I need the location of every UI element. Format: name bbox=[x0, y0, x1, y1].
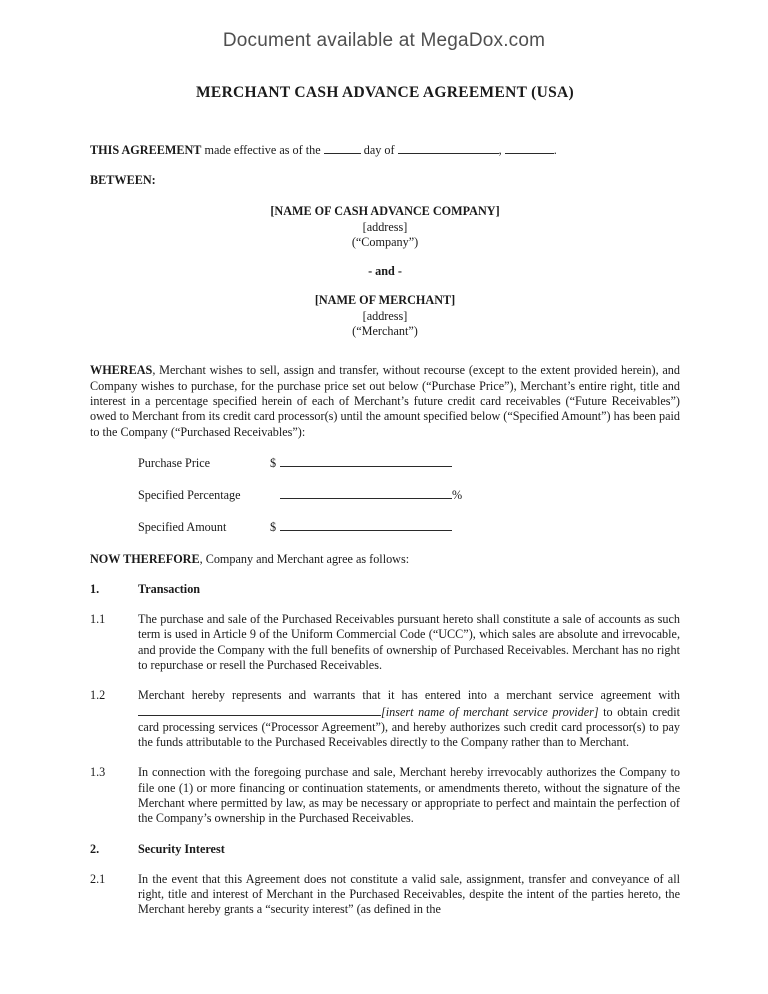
clause-1-3 bbox=[90, 765, 680, 826]
whereas-label: WHEREAS bbox=[90, 363, 153, 378]
month-blank[interactable] bbox=[398, 142, 499, 154]
section-heading-1 bbox=[90, 582, 680, 597]
clause-text-after: to obtain credit card processing services (“Processor Agreement”), and hereby authorizes such credit card processor(s) to pay the funds attributable to the Purchased Receivables directly to the Company rather than to Merchant. bbox=[138, 704, 680, 750]
watermark-header: Document available at MegaDox.com bbox=[222, 30, 546, 51]
agreement-intro-line bbox=[90, 142, 680, 158]
section-title: Security Interest bbox=[138, 841, 225, 856]
clause-1-2 bbox=[90, 688, 680, 750]
merchant-address: [address] bbox=[362, 308, 408, 323]
specified-percentage-input[interactable] bbox=[280, 487, 452, 499]
terms-fields bbox=[90, 455, 680, 536]
field-specified-percentage bbox=[90, 487, 680, 503]
between-label: BETWEEN: bbox=[90, 173, 156, 188]
specified-amount-input[interactable] bbox=[280, 519, 452, 531]
section-number: 2. bbox=[90, 841, 100, 856]
clause-number: 1.2 bbox=[90, 688, 106, 703]
field-prefix: $ bbox=[270, 520, 277, 535]
field-label: Specified Percentage bbox=[138, 488, 241, 503]
intro-text-3: , bbox=[498, 143, 505, 157]
field-label: Specified Amount bbox=[138, 520, 227, 535]
field-suffix: % bbox=[452, 488, 463, 503]
field-specified-amount bbox=[90, 519, 680, 535]
clause-number: 1.3 bbox=[90, 765, 106, 780]
document-body bbox=[90, 84, 680, 933]
merchant-defined-term: (“Merchant”) bbox=[352, 324, 418, 339]
section-number: 1. bbox=[90, 582, 100, 597]
clause-text: In connection with the foregoing purchase and sale, Merchant hereby irrevocably authorizes the Company to file one (1) or more financing or continuation statements, or amendments thereto, without the signature of the Merchant where permitted by law, as may be necessary or appropriate to perfect and maintain the perfection of the Company’s ownership in the Purchased Receivables. bbox=[138, 765, 680, 826]
parties-block bbox=[90, 204, 680, 339]
purchase-price-input[interactable] bbox=[280, 455, 452, 467]
clause-number: 1.1 bbox=[90, 612, 106, 627]
company-defined-term: (“Company”) bbox=[351, 234, 419, 249]
intro-text-1: made effective as of the bbox=[201, 143, 324, 157]
clause-text: In the event that this Agreement does not constitute a valid sale, assignment, transfer and conveyance of all right, title and interest of Merchant in the Purchased Receivables, despite the intent of the parties hereto, the Merchant hereby grants a “security interest” (as defined in the bbox=[138, 871, 680, 917]
company-name: [NAME OF CASH ADVANCE COMPANY] bbox=[270, 204, 500, 219]
this-agreement-label: THIS AGREEMENT bbox=[90, 143, 202, 157]
now-therefore-line bbox=[90, 552, 680, 567]
clause-number: 2.1 bbox=[90, 871, 106, 886]
whereas-recital bbox=[90, 363, 680, 439]
day-blank[interactable] bbox=[324, 142, 361, 154]
field-label: Purchase Price bbox=[138, 455, 211, 470]
section-title: Transaction bbox=[138, 582, 201, 597]
page-title: MERCHANT CASH ADVANCE AGREEMENT (USA) bbox=[196, 84, 574, 101]
field-prefix: $ bbox=[270, 455, 277, 470]
merchant-service-provider-input[interactable] bbox=[138, 704, 381, 716]
company-address: [address] bbox=[362, 219, 408, 234]
merchant-service-provider-note: [insert name of merchant service provider] bbox=[381, 704, 599, 719]
field-purchase-price bbox=[90, 455, 680, 471]
intro-text-4: . bbox=[553, 143, 557, 157]
now-therefore-label: NOW THEREFORE bbox=[90, 551, 200, 566]
year-blank[interactable] bbox=[505, 142, 554, 154]
parties-separator: - and - bbox=[368, 264, 402, 279]
now-therefore-text: , Company and Merchant agree as follows: bbox=[199, 551, 410, 566]
clause-text-before: Merchant hereby represents and warrants that it has entered into a merchant service agreement with bbox=[138, 688, 680, 703]
merchant-name: [NAME OF MERCHANT] bbox=[314, 293, 456, 308]
clause-text: The purchase and sale of the Purchased Receivables pursuant hereto shall constitute a sale of accounts as such term is used in Article 9 of the Uniform Commercial Code (“UCC”), which sales are absolute and irrevocable, and provide the Company with the full benefits of ownership of Purchased Receivables. Merchant has no right to repurchase or resell the Purchased Receivables. bbox=[138, 612, 680, 672]
whereas-text: , Merchant wishes to sell, assign and transfer, without recourse (except to the extent provided herein), and Company wishes to purchase, for the purchase price set out below (“Purchase Price”), Merchant’s entire right, title and interest in a percentage specified herein of each of Merchant’s future credit card receivables (“Future Receivables”) owed to Merchant from its credit card processor(s) until the amount specified below (“Specified Amount”) has been paid to the Company (“Purchased Receivables”): bbox=[90, 363, 680, 439]
clause-2-1 bbox=[90, 872, 680, 918]
intro-text-2: day of bbox=[360, 143, 398, 157]
section-heading-2 bbox=[90, 842, 680, 857]
clause-text bbox=[138, 688, 680, 750]
clause-1-1 bbox=[90, 612, 680, 673]
